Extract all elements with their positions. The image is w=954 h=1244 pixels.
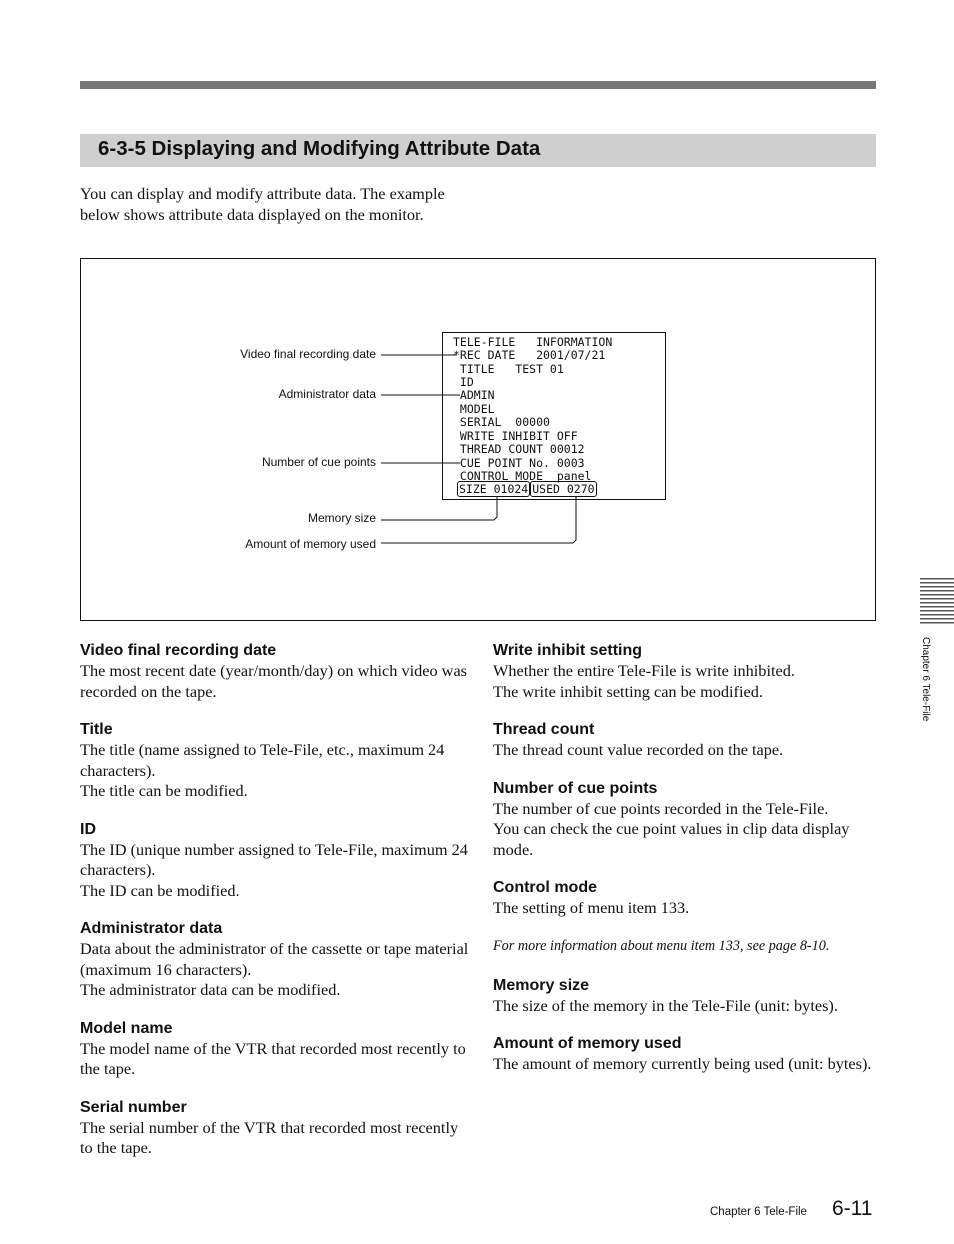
monitor-line: WRITE INHIBIT OFF (453, 429, 578, 443)
entry-heading: Title (80, 721, 113, 738)
entry-heading: Video final recording date (80, 642, 277, 659)
entry-heading: ID (80, 820, 96, 838)
definition-entry (80, 1098, 470, 1159)
monitor-line: MODEL (453, 402, 495, 416)
definition-entry (80, 919, 470, 1001)
footer-chapter: Chapter 6 Tele-File (710, 1206, 807, 1218)
entry-body: The setting of menu item 133. (493, 898, 690, 917)
entry-heading: Control mode (493, 879, 597, 896)
entry-body: The administrator data can be modified. (80, 980, 341, 999)
monitor-line: SERIAL 00000 (453, 415, 550, 429)
page-number: 6-11 (832, 1197, 873, 1220)
monitor-line: ID (453, 375, 474, 389)
definition-entry (80, 1019, 470, 1080)
section-title: 6-3-5 Displaying and Modifying Attribute Data (98, 137, 541, 160)
right-column (493, 641, 883, 1093)
entry-heading: Thread count (493, 721, 595, 738)
callout-memory-size: Memory size (307, 511, 376, 525)
monitor-memory-line (457, 483, 597, 496)
definition-entry (80, 720, 470, 802)
monitor-line: THREAD COUNT 00012 (453, 442, 585, 456)
entry-heading: Administrator data (80, 920, 223, 937)
entry-heading: Serial number (80, 1098, 187, 1116)
monitor-line: TELE-FILE INFORMATION (453, 335, 613, 349)
callout-line-memory-size (381, 497, 497, 520)
definition-entry (80, 820, 470, 902)
monitor-used-box: USED 0270 (532, 482, 595, 496)
entry-heading: Amount of memory used (493, 1035, 682, 1052)
definition-entry (493, 779, 883, 861)
entry-heading: Number of cue points (493, 779, 658, 797)
monitor-line: CONTROL MODE panel (453, 469, 592, 483)
monitor-line: ADMIN (453, 388, 495, 402)
left-column (80, 641, 470, 1177)
intro-paragraph: You can display and modify attribute data. The example below shows attribute data displayed on the monitor. (80, 184, 445, 224)
entry-body: The size of the memory in the Tele-File (unit: bytes). (493, 995, 838, 1015)
monitor-line: TITLE TEST 01 (453, 362, 564, 376)
entry-body: The model name of the VTR that recorded most recently to the tape. (80, 1038, 466, 1078)
entry-body: Whether the entire Tele-File is write inhibited. (493, 661, 795, 680)
entry-body: The title (name assigned to Tele-File, etc., maximum 24 characters). (80, 740, 445, 780)
entry-body: The thread count value recorded on the tape. (493, 740, 784, 759)
entry-body: The amount of memory currently being used (unit: bytes). (493, 1054, 872, 1073)
callout-cue-points: Number of cue points (261, 455, 376, 469)
entry-body: The most recent date (year/month/day) on which video was recorded on the tape. (80, 661, 468, 701)
entry-body: The serial number of the VTR that recorded most recently to the tape. (80, 1117, 459, 1157)
entry-body: The ID can be modified. (80, 880, 240, 900)
callout-admin: Administrator data (278, 387, 376, 401)
definition-entry (493, 976, 883, 1017)
chapter-side-label: Chapter 6 Tele-File (920, 637, 931, 722)
entry-heading: Write inhibit setting (493, 642, 643, 659)
entry-heading: Model name (80, 1019, 173, 1037)
cross-reference-note: For more information about menu item 133, see page 8-10. (493, 937, 830, 954)
entry-body: The write inhibit setting can be modified. (493, 681, 763, 701)
definition-entry (493, 641, 883, 702)
monitor-size-box: SIZE 01024 (459, 482, 529, 496)
monitor-display (442, 332, 666, 500)
chapter-tab-marker (920, 578, 954, 624)
monitor-line: CUE POINT No. 0003 (453, 456, 585, 470)
entry-body: The ID (unique number assigned to Tele-File, maximum 24 characters). (80, 839, 468, 879)
callout-memory-used: Amount of memory used (245, 537, 376, 551)
definition-entry (80, 641, 470, 702)
callout-rec-date: Video final recording date (240, 347, 376, 361)
entry-body: The number of cue points recorded in the Tele-File. (493, 798, 829, 818)
entry-heading: Memory size (493, 976, 590, 994)
definition-entry (493, 720, 883, 761)
definition-entry (493, 878, 883, 919)
entry-body: Data about the administrator of the cassette or tape material (maximum 16 characters). (80, 939, 469, 979)
monitor-line: *REC DATE 2001/07/21 (453, 348, 606, 362)
definition-entry (493, 1034, 883, 1075)
entry-body: You can check the cue point values in clip data display mode. (493, 819, 850, 859)
entry-body: The title can be modified. (80, 781, 248, 800)
